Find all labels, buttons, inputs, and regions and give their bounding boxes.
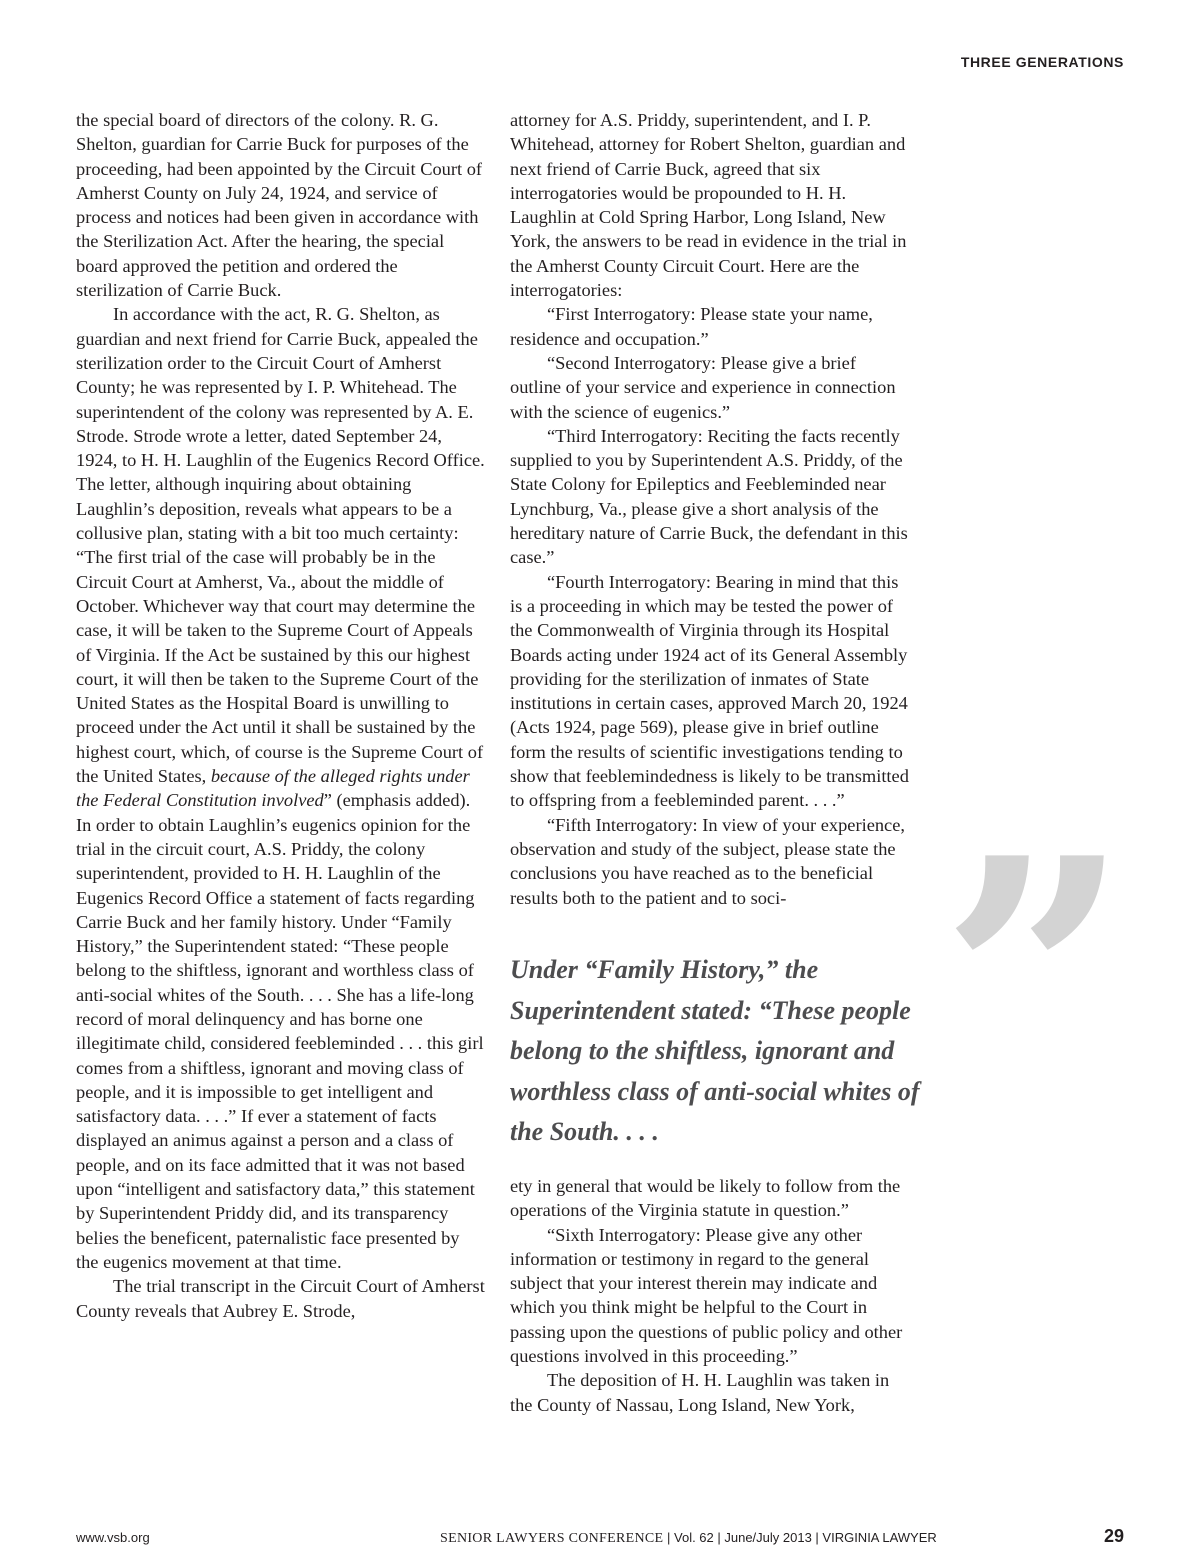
quotation-mark-graphic: ” bbox=[940, 786, 1130, 1174]
interrogatory-6: “Sixth Interrogatory: Please give any other information or testimony in regard to the general subject that your interest therein may indicate and which you think might be helpful to the Court in passing upon the questions of public policy and other questions involved in this proceeding.” bbox=[510, 1224, 903, 1367]
interrogatory-5-end: ety in general that would be likely to follow from the operations of the Virginia statute in question.” bbox=[510, 1176, 901, 1221]
interrogatory-3: “Third Interrogatory: Reciting the facts recently supplied to you by Superintendent A.S. Priddy, of the State Colony for Epileptics and Feebleminded near Lynchburg, Va., please give a short analysis of the hereditary nature of Carrie Buck, the defendant in this case.” bbox=[510, 425, 908, 568]
running-head: THREE GENERATIONS bbox=[960, 54, 1124, 70]
left-column bbox=[76, 108, 486, 1323]
interrogatory-5-start: “Fifth Interrogatory: In view of your experience, observation and study of the subject, please state the conclusions you have reached as to the beneficial results both to the patient and to soci- bbox=[510, 814, 905, 908]
left-paragraph-2-start: In accordance with the act, R. G. Shelton, as guardian and next friend for Carrie Buck, appealed the sterilization order to the Circuit Court of Amherst County; he was represented by I. P. Whitehead. The superintendent of the colony was represented by A. E. Strode. Strode wrote a letter, dated September 24, 1924, to H. H. Laughlin of the Eugenics Record Office. The letter, although inquiring about obtaining Laughlin’s deposition, reveals what appears to be a collusive plan, stating with a bit too much certainty: “The first trial of the case will probably be in the Circuit Court at Amherst, Va., about the middle of October. Whichever way that court may determine the case, it will be taken to the Supreme Court of Appeals of Virginia. If the Act be sustained by this our highest court, it will then be taken to the Supreme Court of the United States as the Hospital Board is unwilling to proceed under the Act until it shall be sustained by the highest court, which, of course is the Supreme Court of the United States, bbox=[76, 304, 485, 787]
footer-issue: | Vol. 62 | June/July 2013 | VIRGINIA LAWYER bbox=[667, 1530, 937, 1545]
interrogatory-4: “Fourth Interrogatory: Bearing in mind that this is a proceeding in which may be tested the power of the Commonwealth of Virginia through its Hospital Boards acting under 1924 act of its General Assembly providing for the sterilization of inmates of State institutions in certain cases, approved March 20, 1924 (Acts 1924, page 569), please give in brief outline form the results of scientific investigations tending to show that feeblemindedness is likely to be transmitted to offspring from a feebleminded parent. . . .” bbox=[510, 571, 909, 811]
left-paragraph-2 bbox=[76, 302, 486, 1274]
right-paragraph-last: The deposition of H. H. Laughlin was taken in the County of Nassau, Long Island, New York, bbox=[510, 1370, 890, 1415]
interrogatory-2: “Second Interrogatory: Please give a brief outline of your service and experience in connection with the science of eugenics.” bbox=[510, 352, 896, 422]
page-number: 29 bbox=[1103, 1526, 1124, 1546]
right-column-bottom bbox=[510, 1174, 910, 1417]
pull-quote: Under “Family History,” the Superintendent stated: “These people belong to the shiftless, ignorant and worthless class of anti-social whites of the South. . . . bbox=[510, 955, 920, 1146]
right-paragraph-1: attorney for A.S. Priddy, superintendent, and I. P. Whitehead, attorney for Robert Shelton, guardian and next friend of Carrie Buck, agreed that six interrogatories would be propounded to H. H. Laughlin at Cold Spring Harbor, Long Island, New York, the answers to be read in evidence in the trial in the Amherst County Circuit Court. Here are the interrogatories: bbox=[510, 110, 907, 301]
left-paragraph-2-end: ” (emphasis added). In order to obtain Laughlin’s eugenics opinion for the trial in the circuit court, A.S. Priddy, the colony superintendent, provided to H. H. Laughlin of the Eugenics Record Office a statement of facts regarding Carrie Buck and her family history. Under “Family History,” the Superintendent stated: “These people belong to the shiftless, ignorant and worthless class of anti-social whites of the South. . . . She has a life-long record of moral delinquency and has borne one illegitimate child, considered feebleminded . . . this girl comes from a shiftless, ignorant and moving class of people, and it is impossible to get intelligent and satisfactory data. . . .” If ever a statement of facts displayed an animus against a person and a class of people, and on its face admitted that it was not based upon “intelligent and satisfactory data,” this statement by Superintendent Priddy did, and its transparency belies the beneficent, paternalistic face presented by the eugenics movement at that time. bbox=[76, 790, 484, 1272]
emphasized-quote: because of the alleged rights under the Federal Constitution involved bbox=[76, 766, 470, 811]
left-paragraph-3: The trial transcript in the Circuit Court of Amherst County reveals that Aubrey E. Strode, bbox=[76, 1276, 485, 1321]
footer-url: www.vsb.org bbox=[76, 1530, 150, 1545]
footer-publication bbox=[440, 1530, 937, 1547]
footer-conference: SENIOR LAWYERS CONFERENCE bbox=[440, 1531, 664, 1546]
right-column-top bbox=[510, 108, 910, 910]
interrogatory-1: “First Interrogatory: Please state your name, residence and occupation.” bbox=[510, 304, 873, 349]
left-paragraph-1: the special board of directors of the colony. R. G. Shelton, guardian for Carrie Buck for purposes of the proceeding, had been appointed by the Circuit Court of Amherst County on July 24, 1924, and service of process and notices had been given in accordance with the Sterilization Act. After the hearing, the special board approved the petition and ordered the sterilization of Carrie Buck. bbox=[76, 110, 483, 301]
